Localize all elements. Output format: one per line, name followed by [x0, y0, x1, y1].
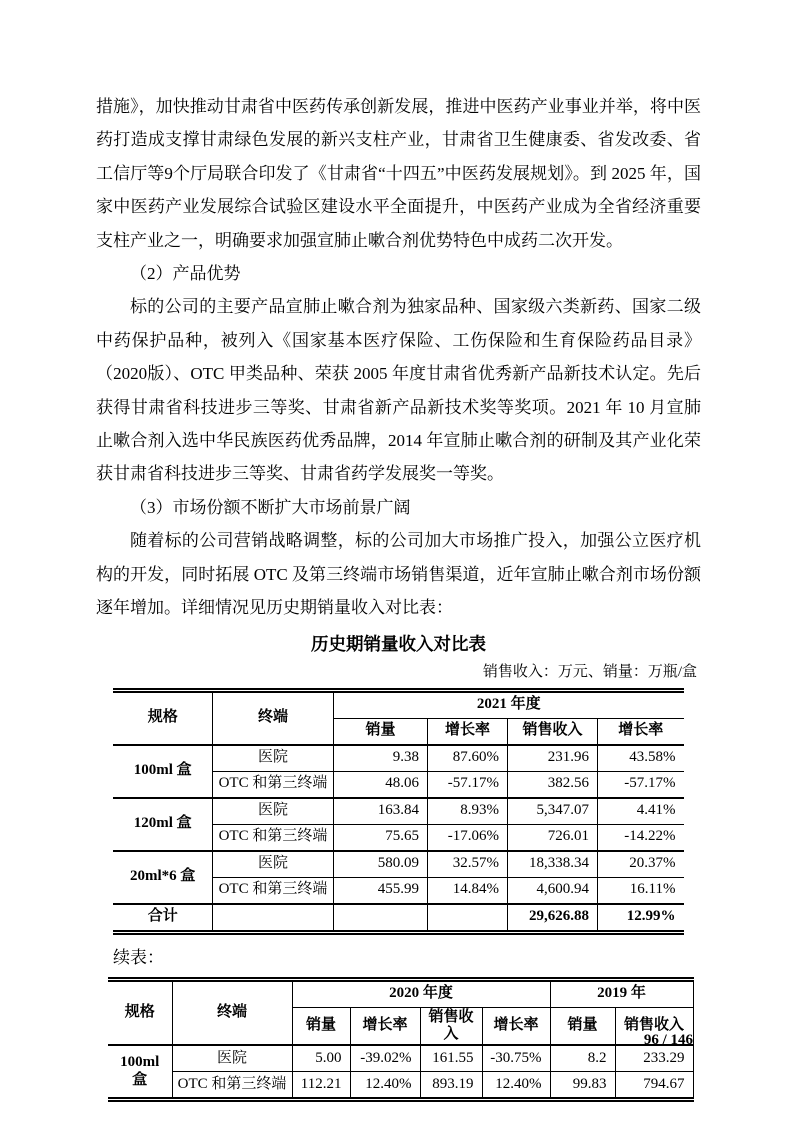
cell-growth: 32.57% — [427, 851, 507, 878]
cell-volume: 75.65 — [333, 824, 427, 851]
sales-table-continued — [108, 977, 694, 1103]
cell-revenue-2019: 233.29 — [615, 1045, 693, 1072]
cell-volume: 163.84 — [333, 798, 427, 825]
cell-empty — [427, 904, 507, 933]
page-content — [96, 90, 701, 1102]
cell-terminal: OTC 和第三终端 — [212, 771, 333, 798]
col-header-spec: 规格 — [108, 979, 172, 1045]
col-header-revenue: 销售收入 — [420, 1007, 482, 1045]
cell-empty — [333, 904, 427, 933]
cell-spec: 100ml 盒 — [108, 1045, 172, 1100]
cell-growth: 12.40% — [482, 1072, 550, 1100]
col-header-revenue: 销售收入 — [615, 1007, 693, 1045]
cell-terminal: 医院 — [212, 851, 333, 878]
col-header-growth: 增长率 — [597, 718, 683, 745]
cell-revenue: 726.01 — [507, 824, 597, 851]
cell-terminal: 医院 — [212, 798, 333, 825]
cell-growth: -57.17% — [427, 771, 507, 798]
cell-growth: 87.60% — [427, 745, 507, 772]
table-title: 历史期销量收入对比表 — [311, 633, 486, 654]
col-header-growth: 增长率 — [427, 718, 507, 745]
cell-revenue: 382.56 — [507, 771, 597, 798]
table-row — [108, 1045, 693, 1072]
table-row — [108, 1072, 693, 1100]
col-header-volume: 销量 — [550, 1007, 615, 1045]
cell-terminal: OTC 和第三终端 — [212, 877, 333, 904]
cell-terminal: OTC 和第三终端 — [212, 824, 333, 851]
page-number: 96 / 146 — [643, 1032, 693, 1048]
cell-volume: 455.99 — [333, 877, 427, 904]
cell-revenue-2019: 794.67 — [615, 1072, 693, 1100]
cell-growth: -17.06% — [427, 824, 507, 851]
section-heading-product: （2）产品优势 — [130, 264, 241, 284]
table-row — [113, 851, 683, 878]
col-header-spec: 规格 — [113, 690, 212, 745]
cell-revenue: 5,347.07 — [507, 798, 597, 825]
cell-volume: 48.06 — [333, 771, 427, 798]
table-total-row — [113, 904, 683, 933]
col-header-year-2021: 2021 年度 — [333, 690, 683, 718]
header-row-year — [113, 690, 683, 718]
sales-table-2021 — [113, 688, 683, 935]
table-row — [113, 745, 683, 772]
cell-spec: 120ml 盒 — [113, 798, 212, 851]
cell-total-growth: 12.99% — [597, 904, 683, 933]
section-heading-market: （3）市场份额不断扩大市场前景广阔 — [130, 497, 411, 517]
col-header-volume: 销量 — [292, 1007, 350, 1045]
cell-growth: 8.93% — [427, 798, 507, 825]
cell-growth: 16.11% — [597, 877, 683, 904]
table-row — [113, 798, 683, 825]
col-header-volume: 销量 — [333, 718, 427, 745]
cell-terminal: OTC 和第三终端 — [172, 1072, 292, 1100]
cell-revenue: 893.19 — [420, 1072, 482, 1100]
cell-total-revenue: 29,626.88 — [507, 904, 597, 933]
cell-terminal: 医院 — [212, 745, 333, 772]
col-header-growth: 增长率 — [482, 1007, 550, 1045]
cell-growth: 20.37% — [597, 851, 683, 878]
cell-empty — [212, 904, 333, 933]
cell-spec: 100ml 盒 — [113, 745, 212, 798]
col-header-terminal: 终端 — [212, 690, 333, 745]
cell-volume: 9.38 — [333, 745, 427, 772]
cell-volume-2019: 99.83 — [550, 1072, 615, 1100]
col-header-year-2019: 2019 年 — [550, 979, 693, 1007]
cell-total-label: 合计 — [113, 904, 212, 933]
col-header-growth: 增长率 — [350, 1007, 420, 1045]
cell-growth: -39.02% — [350, 1045, 420, 1072]
paragraph-product: 标的公司的主要产品宣肺止嗽合剂为独家品种、国家级六类新药、国家二级中药保护品种，被列入《国家基本医疗保险、工伤保险和生育保险药品目录》（2020版）、OTC 甲类品种、荣获 2005 年度甘肃省优秀新产品新技术认定。先后获得甘肃省科技进步三等奖、甘肃省新产品新技术奖等奖项。2021 年 10 月宣肺止嗽合剂入选中华民族医药优秀品牌，2014 年宣肺止嗽合剂的研制及其产业化荣获甘肃省科技进步三等奖、甘肃省药学发展奖一等奖。 — [96, 297, 701, 484]
cell-revenue: 161.55 — [420, 1045, 482, 1072]
cell-growth: 14.84% — [427, 877, 507, 904]
cell-growth: -30.75% — [482, 1045, 550, 1072]
cell-volume: 5.00 — [292, 1045, 350, 1072]
unit-note: 销售收入：万元、销量：万瓶/盒 — [482, 663, 697, 680]
cell-growth: 12.40% — [350, 1072, 420, 1100]
cell-volume: 112.21 — [292, 1072, 350, 1100]
cell-growth: -14.22% — [597, 824, 683, 851]
cell-revenue: 4,600.94 — [507, 877, 597, 904]
header-row-year — [108, 979, 693, 1007]
paragraph-intro: 措施》，加快推动甘肃省中医药传承创新发展，推进中医药产业事业并举，将中医药打造成支撑甘肃绿色发展的新兴支柱产业，甘肃省卫生健康委、省发改委、省工信厅等9个厅局联合印发了《甘肃省“十四五”中医药发展规划》。到 2025 年，国家中医药产业发展综合试验区建设水平全面提升，中医药产业成为全省经济重要支柱产业之一，明确要求加强宣肺止嗽合剂优势特色中成药二次开发。 — [96, 97, 701, 250]
cell-revenue: 231.96 — [507, 745, 597, 772]
col-header-revenue: 销售收入 — [507, 718, 597, 745]
cell-spec: 20ml*6 盒 — [113, 851, 212, 904]
cell-revenue: 18,338.34 — [507, 851, 597, 878]
paragraph-market: 随着标的公司营销战略调整，标的公司加大市场推广投入，加强公立医疗机构的开发，同时拓展 OTC 及第三终端市场销售渠道，近年宣肺止嗽合剂市场份额逐年增加。详细情况见历史期销量收入对比表： — [96, 531, 701, 618]
cell-volume: 580.09 — [333, 851, 427, 878]
cell-growth: -57.17% — [597, 771, 683, 798]
cell-growth: 43.58% — [597, 745, 683, 772]
continuation-label: 续表： — [113, 947, 164, 967]
col-header-year-2020: 2020 年度 — [292, 979, 550, 1007]
cell-volume-2019: 8.2 — [550, 1045, 615, 1072]
cell-terminal: 医院 — [172, 1045, 292, 1072]
cell-growth: 4.41% — [597, 798, 683, 825]
col-header-terminal: 终端 — [172, 979, 292, 1045]
